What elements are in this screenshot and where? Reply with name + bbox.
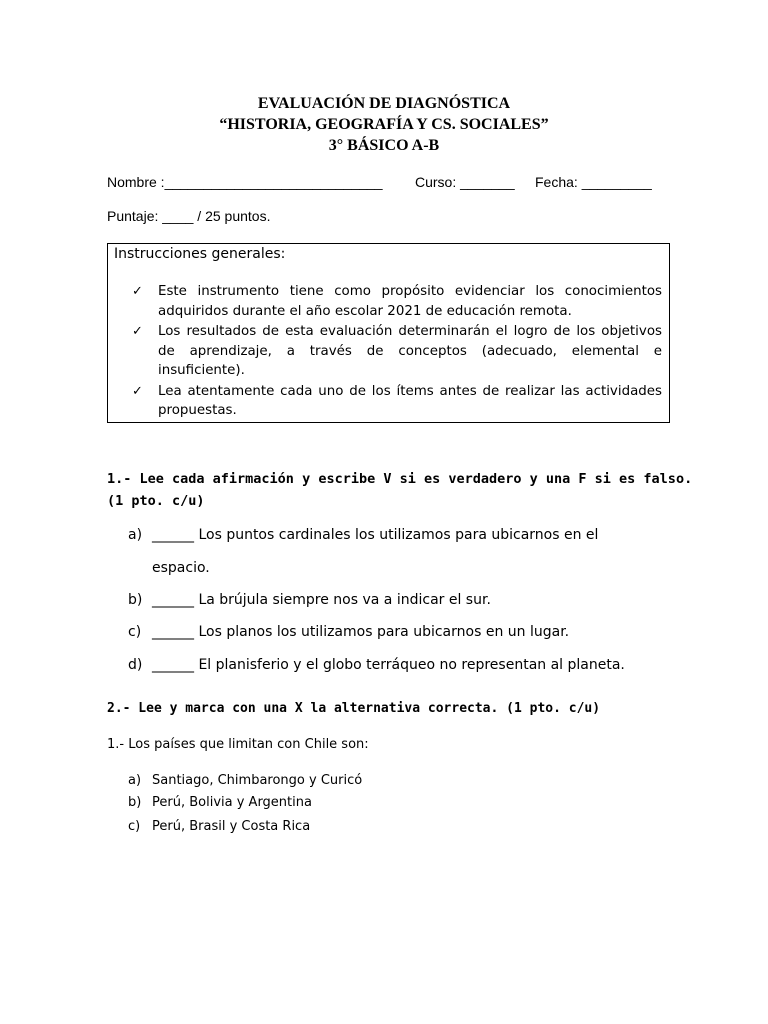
document-header — [0, 93, 768, 156]
instructions-title: Instrucciones generales: — [114, 246, 286, 262]
list-item — [128, 817, 310, 837]
instructions-box — [107, 243, 670, 423]
item-letter: a) — [128, 527, 143, 543]
question1-title — [107, 468, 692, 512]
checkmark-icon: ✓ — [132, 284, 143, 299]
list-item — [132, 322, 662, 381]
option-text: Santiago, Chimbarongo y Curicó — [152, 773, 363, 788]
item-letter: c) — [128, 624, 142, 640]
option-text: Perú, Bolivia y Argentina — [152, 795, 312, 810]
option-letter: c) — [128, 819, 141, 834]
item-text: ______ La brújula siempre nos va a indicar el sur. — [152, 592, 491, 608]
list-item — [128, 771, 362, 791]
item-text: ______ El planisferio y el globo terráqueo no representan al planeta. — [152, 657, 625, 673]
checkmark-icon: ✓ — [132, 324, 143, 339]
list-item — [128, 590, 491, 610]
question1-title-line1: 1.- Lee cada afirmación y escribe V si es verdadero y una F si es falso. — [107, 471, 693, 487]
instructions-list — [132, 282, 662, 422]
item-letter: b) — [128, 592, 143, 608]
question1-title-line2: (1 pto. c/u) — [107, 493, 205, 509]
question2-subquestion: 1.- Los países que limitan con Chile son: — [107, 737, 369, 752]
instruction-text: Este instrumento tiene como propósito evidenciar los conocimientos adquiridos durante el año escolar 2021 de educación remota. — [158, 284, 662, 319]
question2-title: 2.- Lee y marca con una X la alternativa correcta. (1 pto. c/u) — [107, 701, 601, 716]
checkmark-icon: ✓ — [132, 383, 143, 399]
header-subject: “HISTORIA, GEOGRAFÍA Y CS. SOCIALES” — [219, 116, 549, 133]
date-field: Fecha: _________ — [535, 174, 652, 190]
item-letter: d) — [128, 657, 143, 673]
course-field: Curso: _______ — [415, 174, 515, 190]
list-item — [128, 622, 569, 642]
item-text-continuation: espacio. — [152, 560, 210, 576]
item-text: ______ Los puntos cardinales los utilizamos para ubicarnos en el — [152, 527, 599, 543]
instruction-text: Los resultados de esta evaluación determinarán el logro de los objetivos de aprendizaje, a través de conceptos (adecuado, elemental e insuficiente). — [158, 324, 662, 378]
score-field: Puntaje: ____ / 25 puntos. — [107, 208, 271, 224]
instruction-text: Lea atentamente cada uno de los ítems antes de realizar las actividades propuestas. — [158, 383, 662, 418]
option-text: Perú, Brasil y Costa Rica — [152, 819, 311, 834]
name-field: Nombre :____________________________ — [107, 174, 383, 190]
header-title: EVALUACIÓN DE DIAGNÓSTICA — [257, 95, 511, 112]
item-text: ______ Los planos los utilizamos para ubicarnos en un lugar. — [152, 624, 570, 640]
list-item — [132, 282, 662, 321]
list-item — [132, 382, 662, 421]
list-item — [128, 525, 598, 545]
option-letter: b) — [128, 795, 142, 810]
list-item — [128, 655, 625, 675]
list-item — [128, 793, 312, 813]
header-grade: 3° BÁSICO A-B — [328, 137, 440, 154]
option-letter: a) — [128, 773, 142, 788]
